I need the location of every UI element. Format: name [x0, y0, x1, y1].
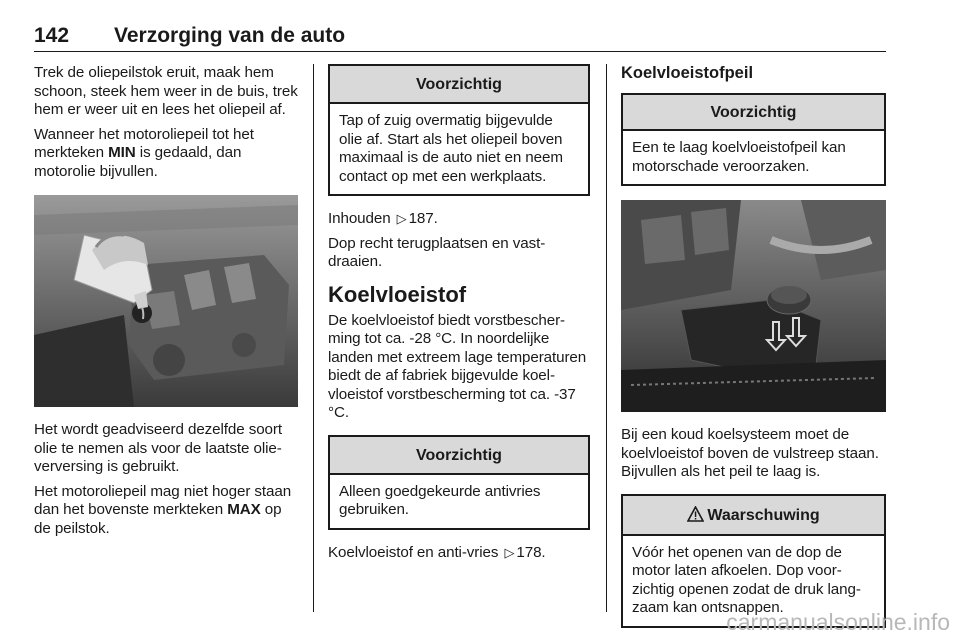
max-mark: MAX — [227, 501, 261, 518]
caution-box-antifreeze — [328, 435, 590, 530]
caution-text: Tap of zuig overmatig bijgevulde olie af. Start als het oliepeil boven maximaal is de auto niet en neem contact op met een werkplaats. — [339, 112, 563, 185]
warning-title: Waarschuwing — [623, 496, 884, 536]
paragraph-max-level: Het motoroliepeil mag niet hoger staan dan het bovenste merkteken MAX op de peilstok. — [34, 482, 292, 537]
column-divider-1 — [313, 64, 314, 612]
caution-box-low-coolant — [621, 93, 886, 186]
oil-filling-photo — [34, 195, 298, 407]
page-header — [34, 24, 886, 52]
column-2 — [328, 64, 590, 568]
caution-title: Voorzichtig — [330, 66, 588, 104]
subsection-title-coolant-level: Koelvloeistofpeil — [621, 64, 754, 82]
column-1 — [34, 64, 298, 544]
paragraph-same-oil: Het wordt geadviseerd dezelfde soort olie te nemen als voor de laatste olieverversing is gebruikt. — [34, 421, 282, 475]
paragraph-cap: Dop recht terugplaatsen en vastdraaien. — [328, 234, 546, 270]
column-divider-2 — [606, 64, 607, 612]
caution-text: Alleen goedgekeurde antivries gebruiken. — [339, 482, 541, 518]
section-title-coolant: Koelvloeistof — [328, 281, 467, 307]
column-3 — [621, 64, 886, 642]
paragraph-min-level: Wanneer het motoroliepeil tot het merkteken MIN is gedaald, dan motorolie bijvullen. — [34, 125, 254, 180]
caution-text: Een te laag koelvloeistofpeil kan motorschade veroorzaken. — [632, 139, 846, 175]
page-reference: 178. — [516, 543, 546, 561]
warning-text: Vóór het openen van de dop de motor laten afkoelen. Dop voorzichtig openen zodat de druk langzaam kan ontsnappen. — [632, 543, 861, 616]
coolant-reservoir-photo — [621, 200, 886, 412]
paragraph-capacity: Inhouden ▷ 187. — [328, 210, 438, 227]
caution-title: Voorzichtig — [330, 437, 588, 475]
arrow-right-outline-icon: ▷ — [396, 211, 407, 226]
paragraph-antifreeze: Koelvloeistof en anti-vries ▷ 178. — [328, 543, 546, 561]
paragraph-dipstick: Trek de oliepeilstok eruit, maak hem schoon, steek hem weer in de buis, trek hem er weer uit en lees het oliepeil af. — [34, 64, 298, 118]
warning-triangle-icon — [687, 498, 704, 538]
page-title: Verzorging van de auto — [114, 24, 346, 47]
watermark: carmanualsonline.info — [726, 609, 950, 635]
page-number: 142 — [34, 24, 70, 47]
paragraph-coolant: De koelvloeistof biedt vorstbescherming tot ca. -28 °C. In noordelijke landen met extreem lage temperaturen biedt de af fabriek bijgevulde koelvloeistof vorstbescherming tot ca. -37 °C. — [328, 311, 587, 421]
caution-title: Voorzichtig — [623, 95, 884, 131]
min-mark: MIN — [108, 144, 136, 161]
paragraph-cold-system: Bij een koud koelsysteem moet de koelvloeistof boven de vulstreep staan. Bijvullen als het peil te laag is. — [621, 426, 879, 480]
caution-box-overfill — [328, 64, 590, 196]
arrow-right-outline-icon: ▷ — [504, 544, 515, 560]
page-reference: 187. — [408, 210, 438, 227]
warning-box-hot-engine — [621, 494, 886, 628]
